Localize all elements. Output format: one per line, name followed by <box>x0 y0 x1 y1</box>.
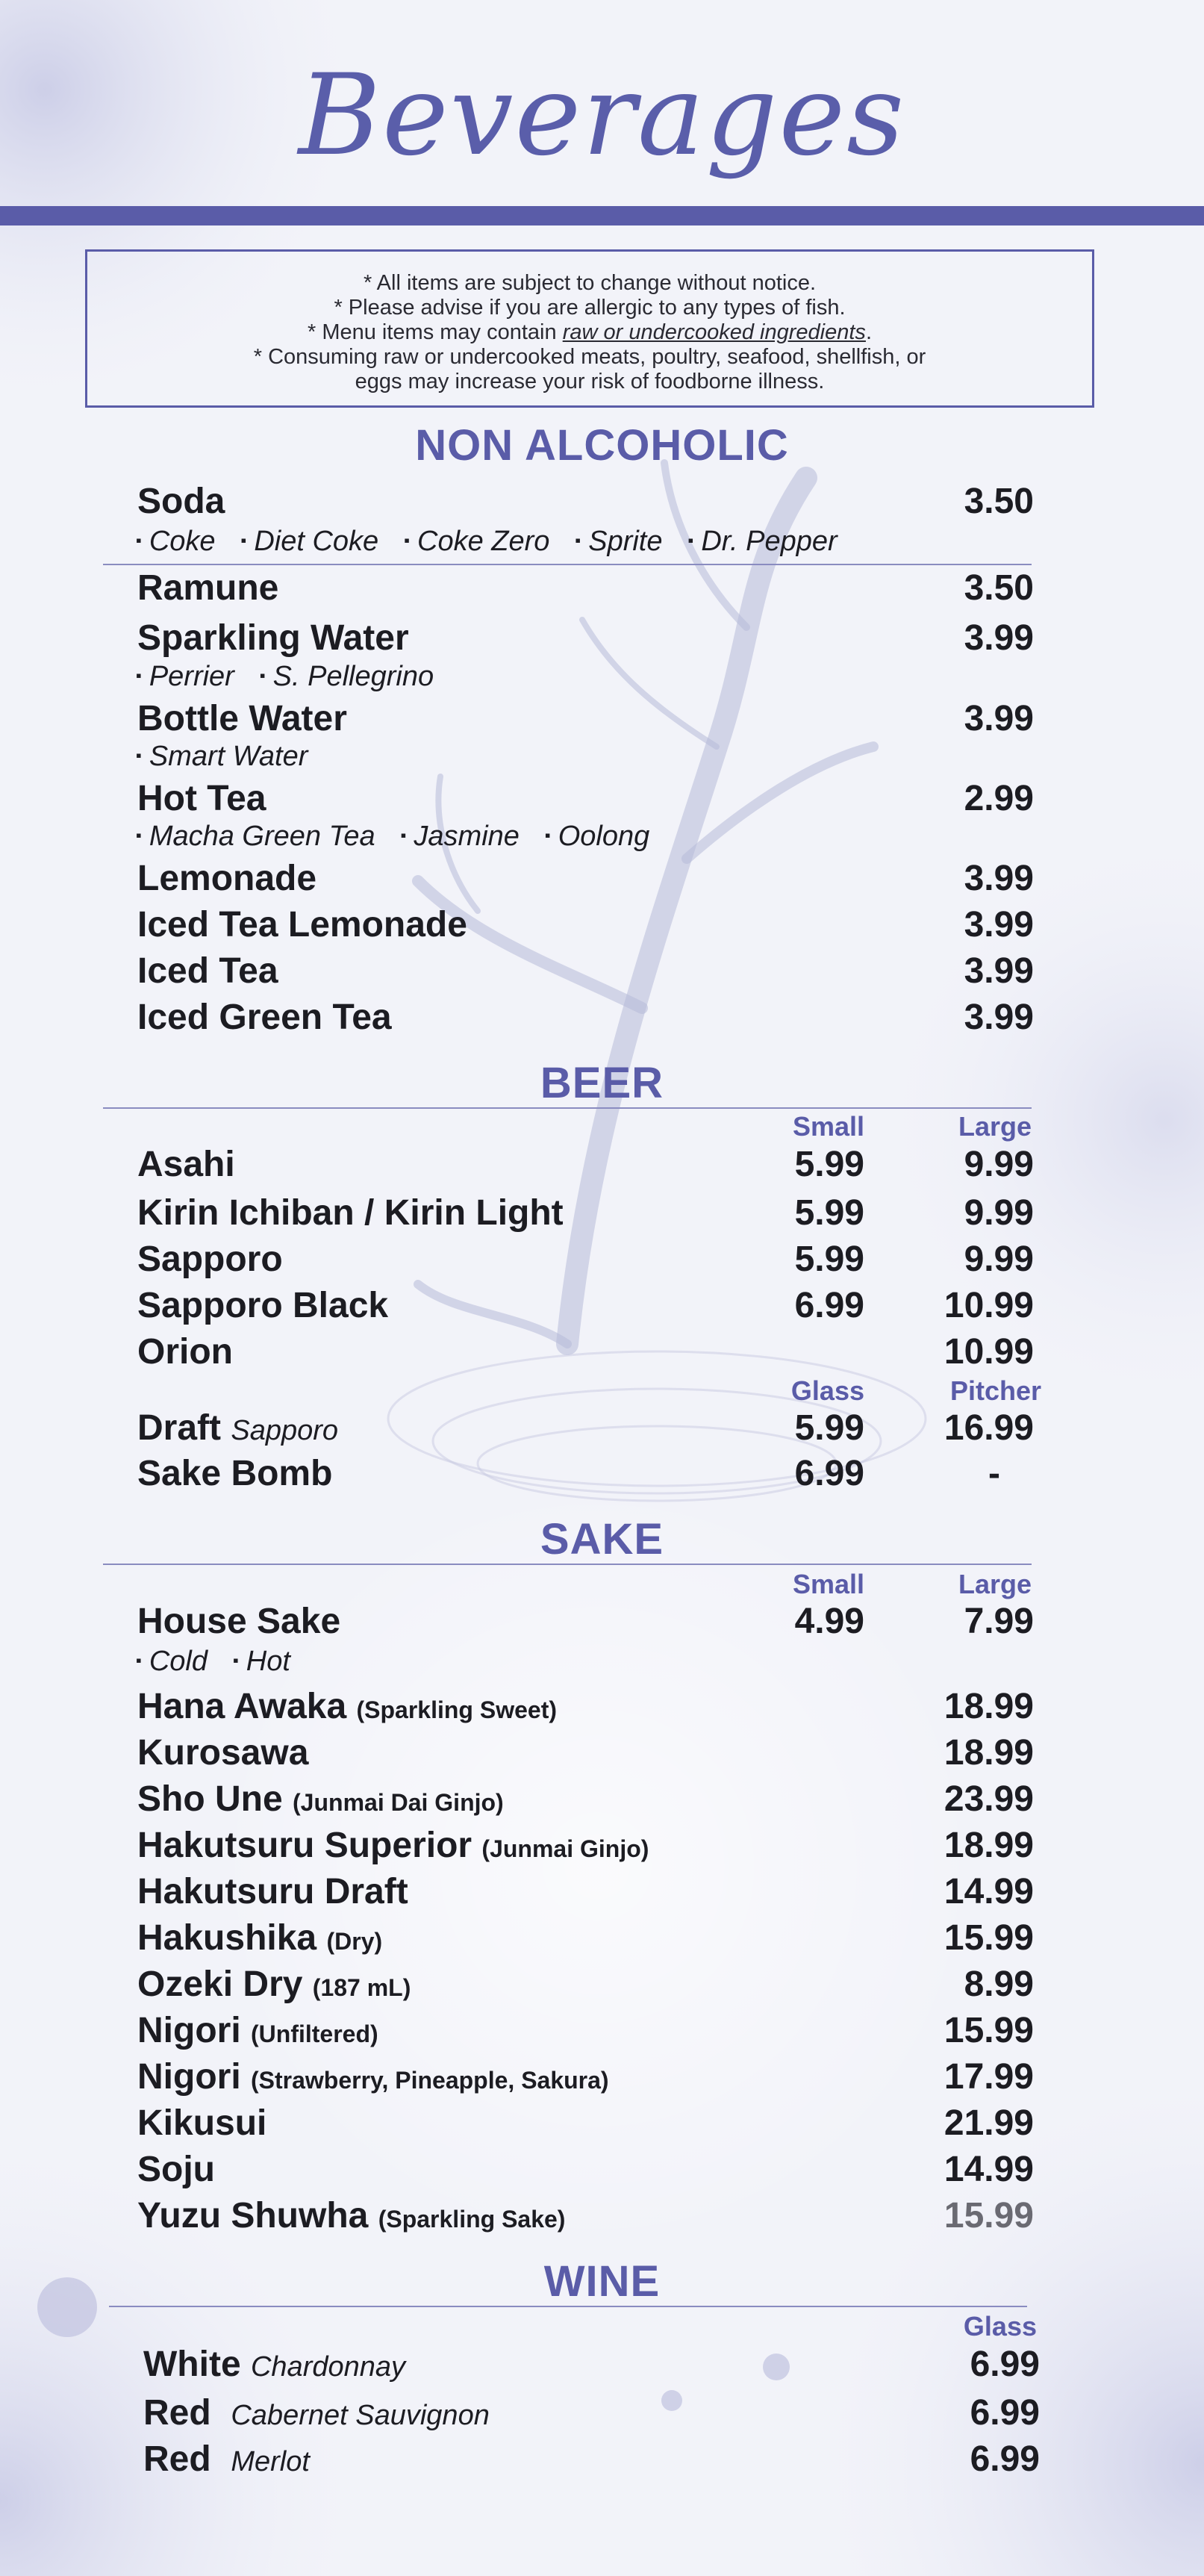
option-item: ▪ Smart Water <box>136 741 308 772</box>
menu-item-price-small: 5.99 <box>794 1145 864 1184</box>
menu-item-price: 18.99 <box>943 1687 1034 1726</box>
menu-item-note: (Junmai Ginjo) <box>481 1835 649 1862</box>
menu-item-price: 6.99 <box>970 2393 1040 2433</box>
menu-item-name: House Sake <box>137 1602 341 1641</box>
divider <box>109 2306 1027 2307</box>
menu-item-name <box>143 2395 490 2431</box>
menu-item-name <box>137 1828 649 1864</box>
menu-item-price: 3.99 <box>964 699 1034 738</box>
menu-item-price: 14.99 <box>943 1872 1034 1911</box>
menu-item-name: Orion <box>137 1332 233 1372</box>
menu-item-name <box>137 1874 408 1910</box>
menu-item-note: (Dry) <box>326 1928 383 1955</box>
menu-item-title: Red <box>143 2393 211 2433</box>
menu-item-name: Sparkling Water <box>137 618 409 658</box>
option-item: ▪ Hot <box>233 1646 290 1677</box>
menu-item-note: Sapporo <box>231 1415 339 1446</box>
menu-item-title: Yuzu Shuwha <box>137 2196 369 2236</box>
menu-item-name: Soda <box>137 482 225 521</box>
menu-item-price: 17.99 <box>943 2057 1034 2097</box>
menu-item-name: Sapporo Black <box>137 1286 389 1325</box>
option-item: ▪ Oolong <box>545 821 649 852</box>
menu-item-price-large: 10.99 <box>943 1286 1034 1325</box>
menu-item-price-large: 9.99 <box>964 1239 1034 1279</box>
menu-item-options <box>136 822 675 850</box>
menu-item-title: Hakutsuru Superior <box>137 1826 472 1865</box>
menu-item-name <box>143 2439 310 2479</box>
menu-item-title: White <box>143 2345 241 2384</box>
section-title-sake: SAKE <box>540 1515 664 1564</box>
menu-item-name: Hot Tea <box>137 779 266 818</box>
option-item: ▪ Macha Green Tea <box>136 821 375 852</box>
menu-item-name: Iced Green Tea <box>137 998 392 1037</box>
menu-item-name: Sapporo <box>137 1239 283 1279</box>
notice-line: * Menu items may contain raw or undercooked ingredients. <box>307 320 872 344</box>
menu-item-price: 8.99 <box>964 1964 1034 2004</box>
menu-item-price-pitcher: - <box>988 1454 1000 1493</box>
menu-item-options <box>136 662 459 691</box>
column-header-glass: Glass <box>790 1375 864 1406</box>
menu-item-title: Hakushika <box>137 1918 317 1958</box>
menu-item-price-glass: 6.99 <box>794 1454 864 1493</box>
column-header-small: Small <box>792 1569 864 1599</box>
menu-item-name <box>137 2059 609 2095</box>
menu-item-note: (Unfiltered) <box>251 2020 378 2047</box>
menu-item-name <box>137 1920 382 1956</box>
column-header-large: Large <box>958 1111 1032 1142</box>
menu-item-price: 3.99 <box>964 998 1034 1037</box>
page-title: Beverages <box>298 51 906 181</box>
menu-item-name <box>137 2013 378 2049</box>
divider <box>103 1107 1032 1109</box>
menu-item-options <box>136 527 863 556</box>
option-item: ▪ Perrier <box>136 661 234 692</box>
notice-emphasis: raw or undercooked ingredients <box>562 320 866 344</box>
menu-item-price-small: 6.99 <box>794 1286 864 1325</box>
option-item: ▪ Sprite <box>575 526 662 557</box>
menu-item-price: 2.99 <box>964 779 1034 818</box>
notice-line: * All items are subject to change without notice. <box>363 271 817 295</box>
menu-item-name <box>137 2103 267 2143</box>
divider <box>103 1564 1032 1565</box>
menu-item-name <box>137 1779 504 1819</box>
menu-item-note: Chardonnay <box>250 2351 406 2383</box>
menu-item-name <box>137 2198 565 2234</box>
menu-item-title: Hakutsuru Draft <box>137 1872 408 1911</box>
menu-item-price: 6.99 <box>970 2439 1040 2479</box>
option-item: ▪ S. Pellegrino <box>260 661 434 692</box>
option-item: ▪ Coke <box>136 526 216 557</box>
option-item: ▪ Diet Coke <box>241 526 379 557</box>
menu-item-note: (187 mL) <box>312 1974 411 2001</box>
menu-item-title: Kurosawa <box>137 1733 309 1773</box>
option-item: ▪ Cold <box>136 1646 208 1677</box>
menu-item-price-small: 5.99 <box>794 1193 864 1233</box>
menu-item-name <box>137 1410 338 1446</box>
column-header-large: Large <box>958 1569 1032 1599</box>
section-title-non-alcoholic: NON ALCOHOLIC <box>415 421 789 470</box>
title-bar <box>0 206 1204 225</box>
option-item: ▪ Jasmine <box>401 821 520 852</box>
menu-item-price: 3.50 <box>964 568 1034 608</box>
section-title-wine: WINE <box>543 2257 661 2306</box>
menu-item-name: Ramune <box>137 568 279 608</box>
menu-item-name: Asahi <box>137 1145 235 1184</box>
menu-item-options <box>136 1647 316 1676</box>
menu-item-note: (Junmai Dai Ginjo) <box>293 1789 504 1816</box>
section-title-beer: BEER <box>540 1059 664 1107</box>
option-item: ▪ Dr. Pepper <box>688 526 838 557</box>
menu-item-price: 3.50 <box>964 482 1034 521</box>
notice-line: * Consuming raw or undercooked meats, poultry, seafood, shellfish, or <box>253 345 926 369</box>
menu-item-price: 14.99 <box>943 2150 1034 2189</box>
menu-item-name <box>143 2347 405 2383</box>
menu-item-title: Hana Awaka <box>137 1687 347 1726</box>
menu-item-price: 3.99 <box>964 859 1034 898</box>
menu-item-title: Soju <box>137 2150 215 2189</box>
menu-item-note: Merlot <box>231 2446 310 2477</box>
menu-item-name: Iced Tea <box>137 951 278 991</box>
notice-line: * Please advise if you are allergic to any types of fish. <box>334 296 846 320</box>
menu-item-price: 15.99 <box>943 2196 1034 2236</box>
menu-item-name: Iced Tea Lemonade <box>137 905 467 945</box>
menu-item-note: (Sparkling Sweet) <box>356 1696 557 1723</box>
column-header-glass: Glass <box>963 2311 1037 2342</box>
menu-item-price: 23.99 <box>943 1779 1034 1819</box>
menu-item-price-glass: 5.99 <box>794 1408 864 1448</box>
menu-item-note: Cabernet Sauvignon <box>231 2400 490 2431</box>
menu-item-name: Bottle Water <box>137 699 347 738</box>
menu-item-price: 15.99 <box>943 2011 1034 2050</box>
menu-item-price: 21.99 <box>943 2103 1034 2143</box>
menu-item-title: Ozeki Dry <box>137 1964 303 2004</box>
menu-item-title: Nigori <box>137 2011 241 2050</box>
menu-item-title: Draft <box>137 1408 222 1448</box>
menu-item-price: 18.99 <box>943 1733 1034 1773</box>
menu-item-name <box>137 2152 215 2188</box>
menu-item-name <box>137 1964 411 2004</box>
option-item: ▪ Coke Zero <box>404 526 549 557</box>
menu-item-name <box>137 1689 557 1725</box>
menu-item-price: 3.99 <box>964 618 1034 658</box>
menu-item-title: Nigori <box>137 2057 241 2097</box>
menu-item-name: Lemonade <box>137 859 317 898</box>
menu-item-name: Sake Bomb <box>137 1454 333 1493</box>
menu-item-note: (Sparkling Sake) <box>378 2206 566 2233</box>
column-header-small: Small <box>792 1111 864 1142</box>
divider <box>103 564 1032 565</box>
menu-item-title: Kikusui <box>137 2103 267 2143</box>
menu-item-title: Red <box>143 2439 211 2479</box>
menu-item-price-large: 9.99 <box>964 1193 1034 1233</box>
menu-item-name: Kirin Ichiban / Kirin Light <box>137 1193 564 1233</box>
menu-item-title: Sho Une <box>137 1779 283 1819</box>
menu-item-price: 3.99 <box>964 951 1034 991</box>
menu-item-price-small: 5.99 <box>794 1239 864 1279</box>
column-header-pitcher: Pitcher <box>949 1375 1041 1406</box>
menu-item-price: 6.99 <box>970 2345 1040 2384</box>
menu-item-price-large: 9.99 <box>964 1145 1034 1184</box>
menu-item-price-large: 10.99 <box>943 1332 1034 1372</box>
menu-item-options <box>136 742 333 771</box>
menu-item-note: (Strawberry, Pineapple, Sakura) <box>251 2067 609 2094</box>
menu-item-name <box>137 1735 308 1771</box>
notice-box <box>85 249 1094 408</box>
menu-item-price-small: 4.99 <box>794 1602 864 1641</box>
menu-item-price: 3.99 <box>964 905 1034 945</box>
notice-line: eggs may increase your risk of foodborne illness. <box>355 370 825 393</box>
menu-item-price: 18.99 <box>943 1826 1034 1865</box>
menu-item-price-pitcher: 16.99 <box>943 1408 1034 1448</box>
menu-item-price: 15.99 <box>943 1918 1034 1958</box>
menu-item-price-large: 7.99 <box>964 1602 1034 1641</box>
